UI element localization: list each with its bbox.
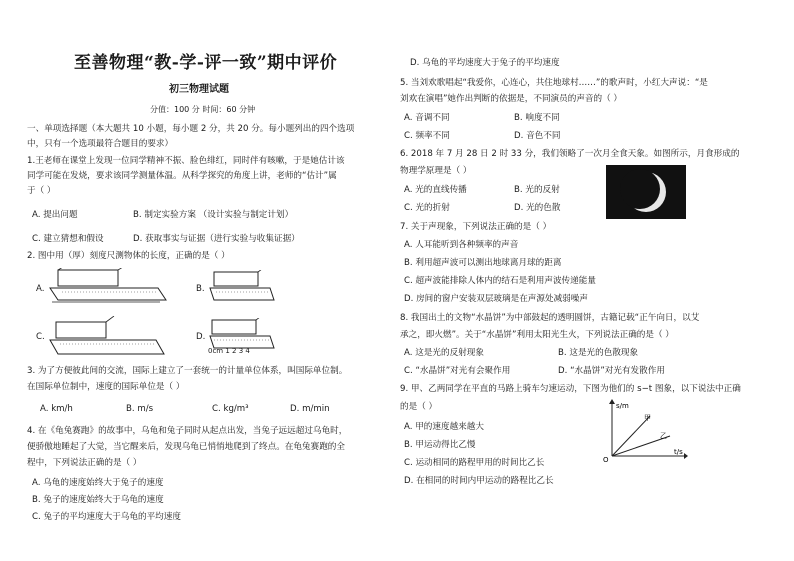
q9-stem-2: 的是（ ）: [400, 402, 438, 412]
q5-option-a: A. 音调不同: [404, 113, 450, 123]
exam-title: 至善物理“教-学-评一致”期中评价: [74, 53, 338, 73]
q2-option-c-label: C.: [36, 332, 45, 342]
q2-option-a-label: A.: [36, 284, 45, 294]
q4-option-b: B. 兔子的速度始终大于乌龟的速度: [32, 495, 164, 505]
q9-option-c: C. 运动相同的路程甲用的时间比乙长: [404, 458, 545, 468]
q7-stem: 7. 关于声现象，下列说法正确的是（ ）: [400, 222, 552, 232]
q3-option-a: A. km/h: [40, 404, 73, 414]
q9-stem-1: 9. 甲、乙两同学在平直的马路上骑车匀速运动，下图为他们的 s−t 图象，以下说法中正确: [400, 384, 741, 394]
q5-option-b: B. 响度不同: [514, 113, 560, 123]
q6-option-a: A. 光的直线传播: [404, 185, 467, 195]
q8-option-d: D. “水晶饼”对光有发散作用: [558, 366, 665, 376]
q8-stem-1: 8. 我国出土的文物“水晶饼”为中部鼓起的透明圆饼，古籍记载“正午向日，以艾: [400, 313, 700, 323]
q4-option-d: D. 乌龟的平均速度大于兔子的平均速度: [410, 58, 560, 68]
graph-label-yi: 乙: [660, 432, 667, 440]
q2-stem: 2. 图中用（厚）刻度尺测物体的长度，正确的是（ ）: [27, 251, 230, 261]
q3-option-b: B. m/s: [126, 404, 154, 414]
q3-option-d: D. m/min: [290, 404, 330, 414]
q1-stem-1: 1.王老师在课堂上发现一位同学精神不振、脸色绯红，同时伴有咳嗽，于是她估计该: [27, 156, 345, 166]
section-heading: 一、单项选择题（本大题共 10 小题，每小题 2 分，共 20 分。每小题列出的四个选项: [27, 124, 355, 134]
q5-option-d: D. 音色不同: [514, 131, 561, 141]
graph-x-arrow: [684, 453, 688, 459]
q5-stem-2: 刘欢在演唱”她作出判断的依据是，不同演员的声音的（ ）: [400, 94, 623, 104]
q3-option-c: C. kg/m³: [212, 404, 249, 414]
q4-stem-2: 便骄傲地睡起了大觉，当它醒来后，发现乌龟已悄悄地爬到了终点。在龟兔赛跑的全: [27, 442, 345, 452]
q4-option-a: A. 乌龟的速度始终大于兔子的速度: [32, 478, 164, 488]
q6-option-b: B. 光的反射: [514, 185, 560, 195]
q1-option-d: D. 获取事实与证据（进行实验与收集证据）: [133, 234, 300, 244]
q4-stem-1: 4. 在《龟兔赛跑》的故事中，乌龟和兔子同时从起点出发，当兔子远远超过乌龟时，: [27, 426, 348, 436]
q7-option-c: C. 超声波能排除人体内的结石是利用声波传递能量: [404, 276, 596, 286]
q9-option-a: A. 甲的速度越来越大: [404, 422, 484, 432]
ruler-figure-c: [48, 316, 168, 360]
q1-stem-3: 于（ ）: [27, 186, 56, 196]
q7-option-b: B. 利用超声波可以测出地球离月球的距离: [404, 258, 562, 268]
ruler-figure-b: [208, 270, 278, 310]
graph-label-jia: 甲: [644, 414, 651, 422]
q8-option-c: C. “水晶饼”对光有会聚作用: [404, 366, 511, 376]
q4-option-c: C. 兔子的平均速度大于乌龟的平均速度: [32, 512, 181, 522]
q8-stem-2: 承之，即火燃”。关于“水晶饼”利用太阳光生火，下列说法正确的是（ ）: [400, 330, 674, 340]
line-jia: [612, 416, 650, 456]
q2-option-b-label: B.: [196, 284, 205, 294]
section-heading-2: 中，只有一个选项最符合题目的要求）: [27, 139, 174, 149]
graph-y-label: s/m: [616, 402, 629, 410]
q9-option-b: B. 甲运动得比乙慢: [404, 440, 476, 450]
q1-option-a: A. 提出问题: [32, 210, 78, 220]
graph-origin: O: [603, 456, 609, 462]
q1-option-c: C. 建立猜想和假设: [32, 234, 104, 244]
q3-stem-2: 在国际单位制中，速度的国际单位是（ ）: [27, 382, 185, 392]
q5-stem-1: 5. 当刘欢歌唱起“我爱你，心连心，共住地球村……”的歌声时，小红大声说：“是: [400, 78, 708, 88]
q1-option-b: B. 制定实验方案 （设计实验与制定计划）: [133, 210, 294, 220]
q9-option-d: D. 在相同的时间内甲运动的路程比乙长: [404, 476, 554, 486]
q6-stem-2: 物理学原理是（ ）: [400, 166, 472, 176]
q3-stem-1: 3. 为了方便彼此间的交流，国际上建立了一套统一的计量单位体系，叫国际单位制。: [27, 366, 348, 376]
q1-stem-2: 同学可能在发烧，要求该同学测量体温。从科学探究的角度上讲，老师的“估计”属: [27, 171, 337, 181]
q7-option-a: A. 人耳能听到各种频率的声音: [404, 240, 519, 250]
score-time: 分值：100 分 时间：60 分钟: [150, 105, 256, 114]
ruler-figure-a: [48, 268, 168, 310]
q2-option-d-label: D.: [196, 332, 206, 342]
q4-stem-3: 程中，下列说法正确的是（ ）: [27, 458, 142, 468]
ruler-tick-label: 0cm 1 2 3 4: [208, 347, 250, 355]
graph-y-arrow: [609, 399, 615, 404]
q6-option-d: D. 光的色散: [514, 203, 561, 213]
q6-stem-1: 6. 2018 年 7 月 28 日 2 时 33 分，我们领略了一次月全食天象。如图所示，月食形成的: [400, 149, 740, 159]
exam-subtitle: 初三物理试题: [169, 84, 229, 95]
st-graph: [598, 396, 688, 462]
q6-option-c: C. 光的折射: [404, 203, 450, 213]
q8-option-a: A. 这是光的反射现象: [404, 348, 484, 358]
graph-x-label: t/s: [674, 448, 683, 456]
q5-option-c: C. 频率不同: [404, 131, 450, 141]
q7-option-d: D. 房间的窗户安装双层玻璃是在声源处减弱噪声: [404, 294, 588, 304]
lunar-eclipse-image: [606, 165, 686, 219]
q8-option-b: B. 这是光的色散现象: [558, 348, 639, 358]
